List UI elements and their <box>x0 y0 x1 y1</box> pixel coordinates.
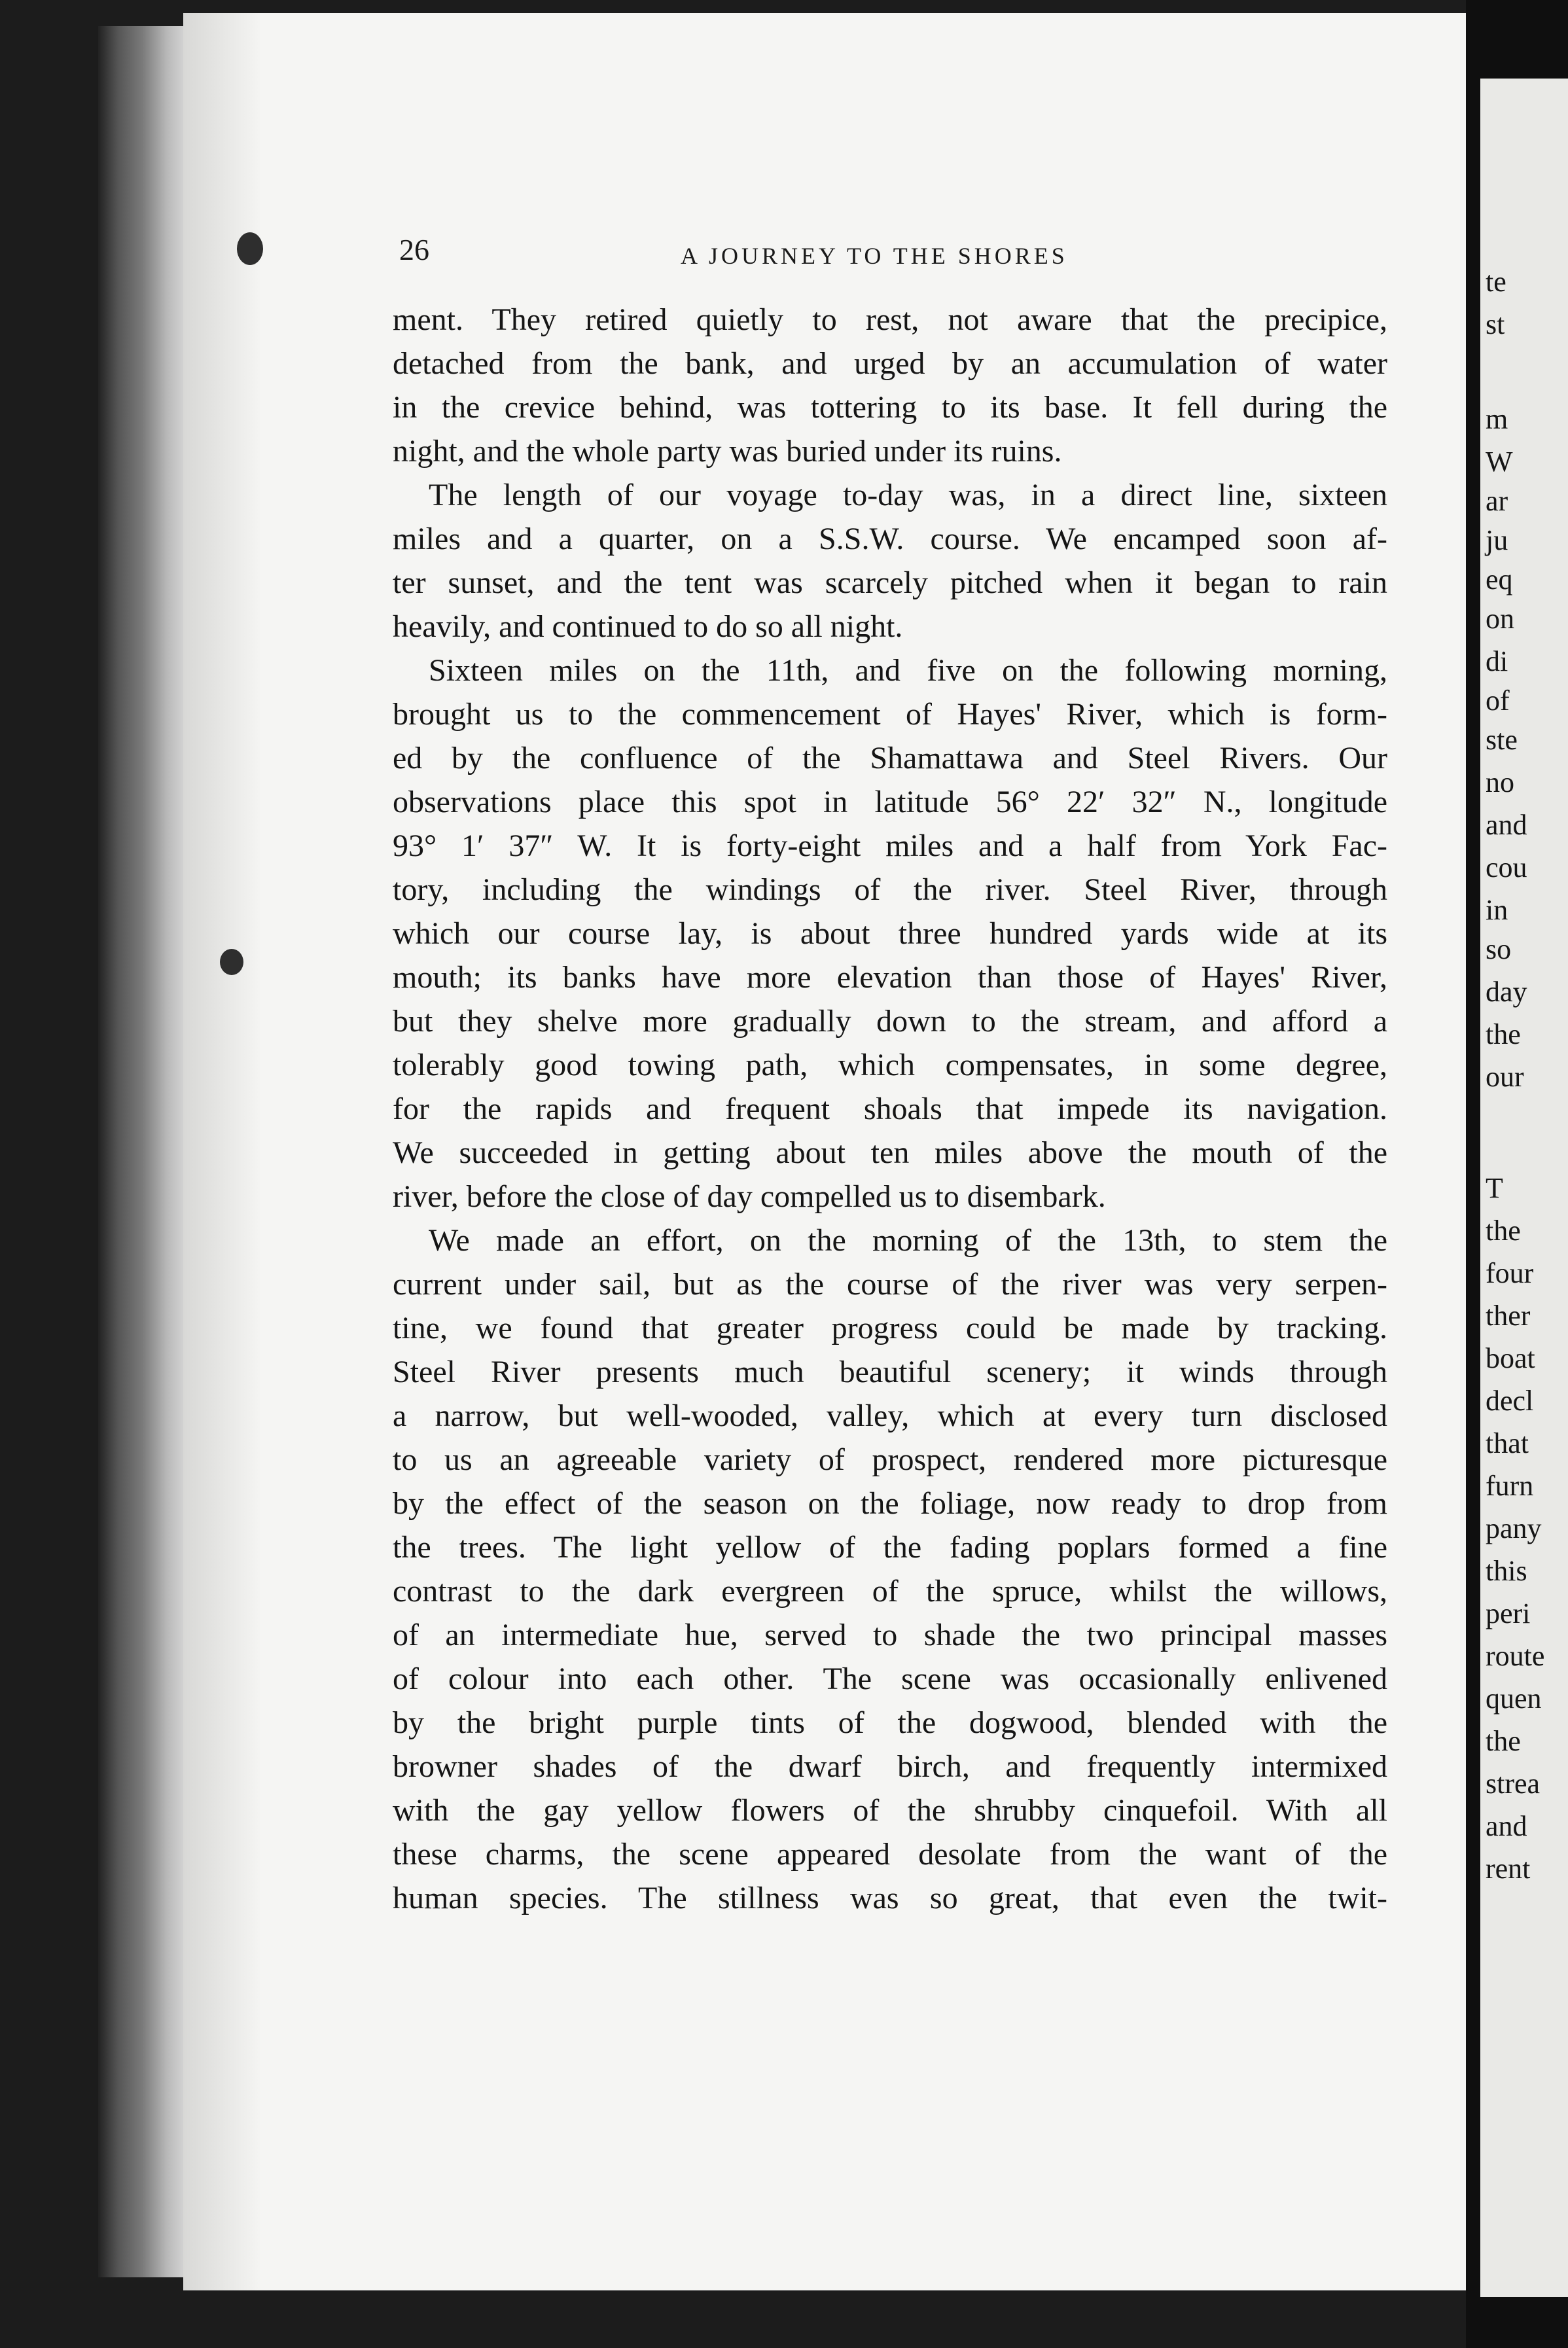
text-line: in the crevice behind, was tottering to its base. It fell during the <box>393 390 1387 425</box>
text-line: but they shelve more gradually down to the stream, and afford a <box>393 1004 1387 1039</box>
text-line: tine, we found that greater progress could be made by tracking. <box>393 1311 1387 1345</box>
text-line: of an intermediate hue, served to shade the two principal masses <box>393 1618 1387 1652</box>
facing-page-fragment: our <box>1486 1061 1524 1093</box>
facing-page-fragment: the <box>1486 1018 1521 1050</box>
running-title <box>681 242 1568 281</box>
facing-page-fragment: that <box>1486 1427 1529 1459</box>
text-line: observations place this spot in latitude 56° 22′ 32″ N., longitude <box>393 785 1387 819</box>
facing-page-fragment: st <box>1486 308 1505 340</box>
text-line: The length of our voyage to-day was, in a direct line, sixteen <box>429 478 1387 512</box>
text-line: of colour into each other. The scene was occasionally enlivened <box>393 1662 1387 1696</box>
ink-blot <box>220 949 243 975</box>
text-line: which our course lay, is about three hundred yards wide at its <box>393 916 1387 951</box>
facing-page-fragment: so <box>1486 933 1512 965</box>
facing-page-fragment: furn <box>1486 1470 1534 1502</box>
text-line: human species. The stillness was so great, that even the twit- <box>393 1881 1387 1915</box>
text-line: river, before the close of day compelled us to disembark. <box>393 1179 1106 1214</box>
book-gutter-binding <box>98 26 196 2277</box>
facing-page-fragment: the <box>1486 1215 1521 1247</box>
facing-page-fragment: pany <box>1486 1512 1542 1544</box>
facing-page-fragment: the <box>1486 1725 1521 1757</box>
text-line: Steel River presents much beautiful scenery; it winds through <box>393 1355 1387 1389</box>
facing-page-fragment: in <box>1486 894 1508 926</box>
facing-page-fragment: ju <box>1486 524 1508 556</box>
text-line: current under sail, but as the course of the river was very serpen- <box>393 1267 1387 1302</box>
facing-page-fragment: W <box>1486 446 1513 478</box>
facing-page-fragment: this <box>1486 1555 1527 1587</box>
text-line: ment. They retired quietly to rest, not aware that the precipice, <box>393 302 1387 337</box>
facing-page-fragment: day <box>1486 976 1527 1008</box>
facing-page-fragment: decl <box>1486 1385 1534 1417</box>
text-line: by the effect of the season on the foliage, now ready to drop from <box>393 1486 1387 1521</box>
facing-page-fragment: route <box>1486 1640 1545 1672</box>
facing-page-fragment: boat <box>1486 1342 1535 1374</box>
facing-page-fragment: eq <box>1486 563 1513 596</box>
text-line: We made an effort, on the morning of the 13th, to stem the <box>429 1223 1387 1258</box>
facing-page-fragment: no <box>1486 766 1514 798</box>
text-line: to us an agreeable variety of prospect, rendered more picturesque <box>393 1442 1387 1477</box>
text-line: miles and a quarter, on a S.S.W. course. We encamped soon af- <box>393 522 1387 556</box>
facing-page-fragment: quen <box>1486 1682 1542 1715</box>
facing-page-fragment: and <box>1486 1810 1527 1842</box>
facing-page-fragment: ste <box>1486 724 1518 756</box>
facing-page-fragment: ther <box>1486 1300 1531 1332</box>
ink-blot <box>237 232 263 265</box>
facing-page-fragment: peri <box>1486 1597 1531 1629</box>
text-line: a narrow, but well-wooded, valley, which at every turn disclosed <box>393 1398 1387 1433</box>
text-line: We succeeded in getting about ten miles above the mouth of the <box>393 1135 1387 1170</box>
text-line: mouth; its banks have more elevation than those of Hayes' River, <box>393 960 1387 995</box>
facing-page-fragment: m <box>1486 403 1508 435</box>
text-line: with the gay yellow flowers of the shrubby cinquefoil. With all <box>393 1793 1387 1828</box>
facing-page-fragment: four <box>1486 1257 1534 1289</box>
text-line: brought us to the commencement of Hayes' River, which is form- <box>393 697 1387 732</box>
text-line: ter sunset, and the tent was scarcely pitched when it began to rain <box>393 565 1387 600</box>
text-line: these charms, the scene appeared desolate from the want of the <box>393 1837 1387 1872</box>
text-line: heavily, and continued to do so all night. <box>393 609 903 644</box>
text-line: night, and the whole party was buried under its ruins. <box>393 434 1062 469</box>
facing-page-fragment: T <box>1486 1172 1503 1204</box>
facing-page-fragment: rent <box>1486 1853 1531 1885</box>
text-line: Sixteen miles on the 11th, and five on the following morning, <box>429 653 1387 688</box>
facing-page-fragment: cou <box>1486 851 1527 883</box>
page-number: 26 <box>399 233 429 266</box>
facing-page-fragment: of <box>1486 685 1510 717</box>
text-line: by the bright purple tints of the dogwood, blended with the <box>393 1705 1387 1740</box>
running-title-text: A JOURNEY TO THE SHORES <box>681 243 1068 269</box>
text-line: ed by the confluence of the Shamattawa and Steel Rivers. Our <box>393 741 1387 775</box>
facing-page-fragment: te <box>1486 266 1506 298</box>
text-line: detached from the bank, and urged by an accumulation of water <box>393 346 1387 381</box>
text-line: browner shades of the dwarf birch, and frequently intermixed <box>393 1749 1387 1784</box>
text-line: 93° 1′ 37″ W. It is forty-eight miles and a half from York Fac- <box>393 828 1387 863</box>
facing-page-fragment: on <box>1486 603 1514 635</box>
text-line: contrast to the dark evergreen of the spruce, whilst the willows, <box>393 1574 1387 1609</box>
body-text <box>393 298 1387 1920</box>
facing-page-fragment: strea <box>1486 1768 1541 1800</box>
text-line: tory, including the windings of the river. Steel River, through <box>393 872 1387 907</box>
facing-page-fragment: di <box>1486 645 1508 677</box>
facing-page <box>1480 79 1568 2297</box>
facing-page-fragment: ar <box>1486 485 1508 517</box>
text-line: the trees. The light yellow of the fading poplars formed a fine <box>393 1530 1387 1565</box>
text-line: tolerably good towing path, which compensates, in some degree, <box>393 1048 1387 1082</box>
text-line: for the rapids and frequent shoals that impede its navigation. <box>393 1092 1387 1126</box>
facing-page-fragment: and <box>1486 809 1527 841</box>
